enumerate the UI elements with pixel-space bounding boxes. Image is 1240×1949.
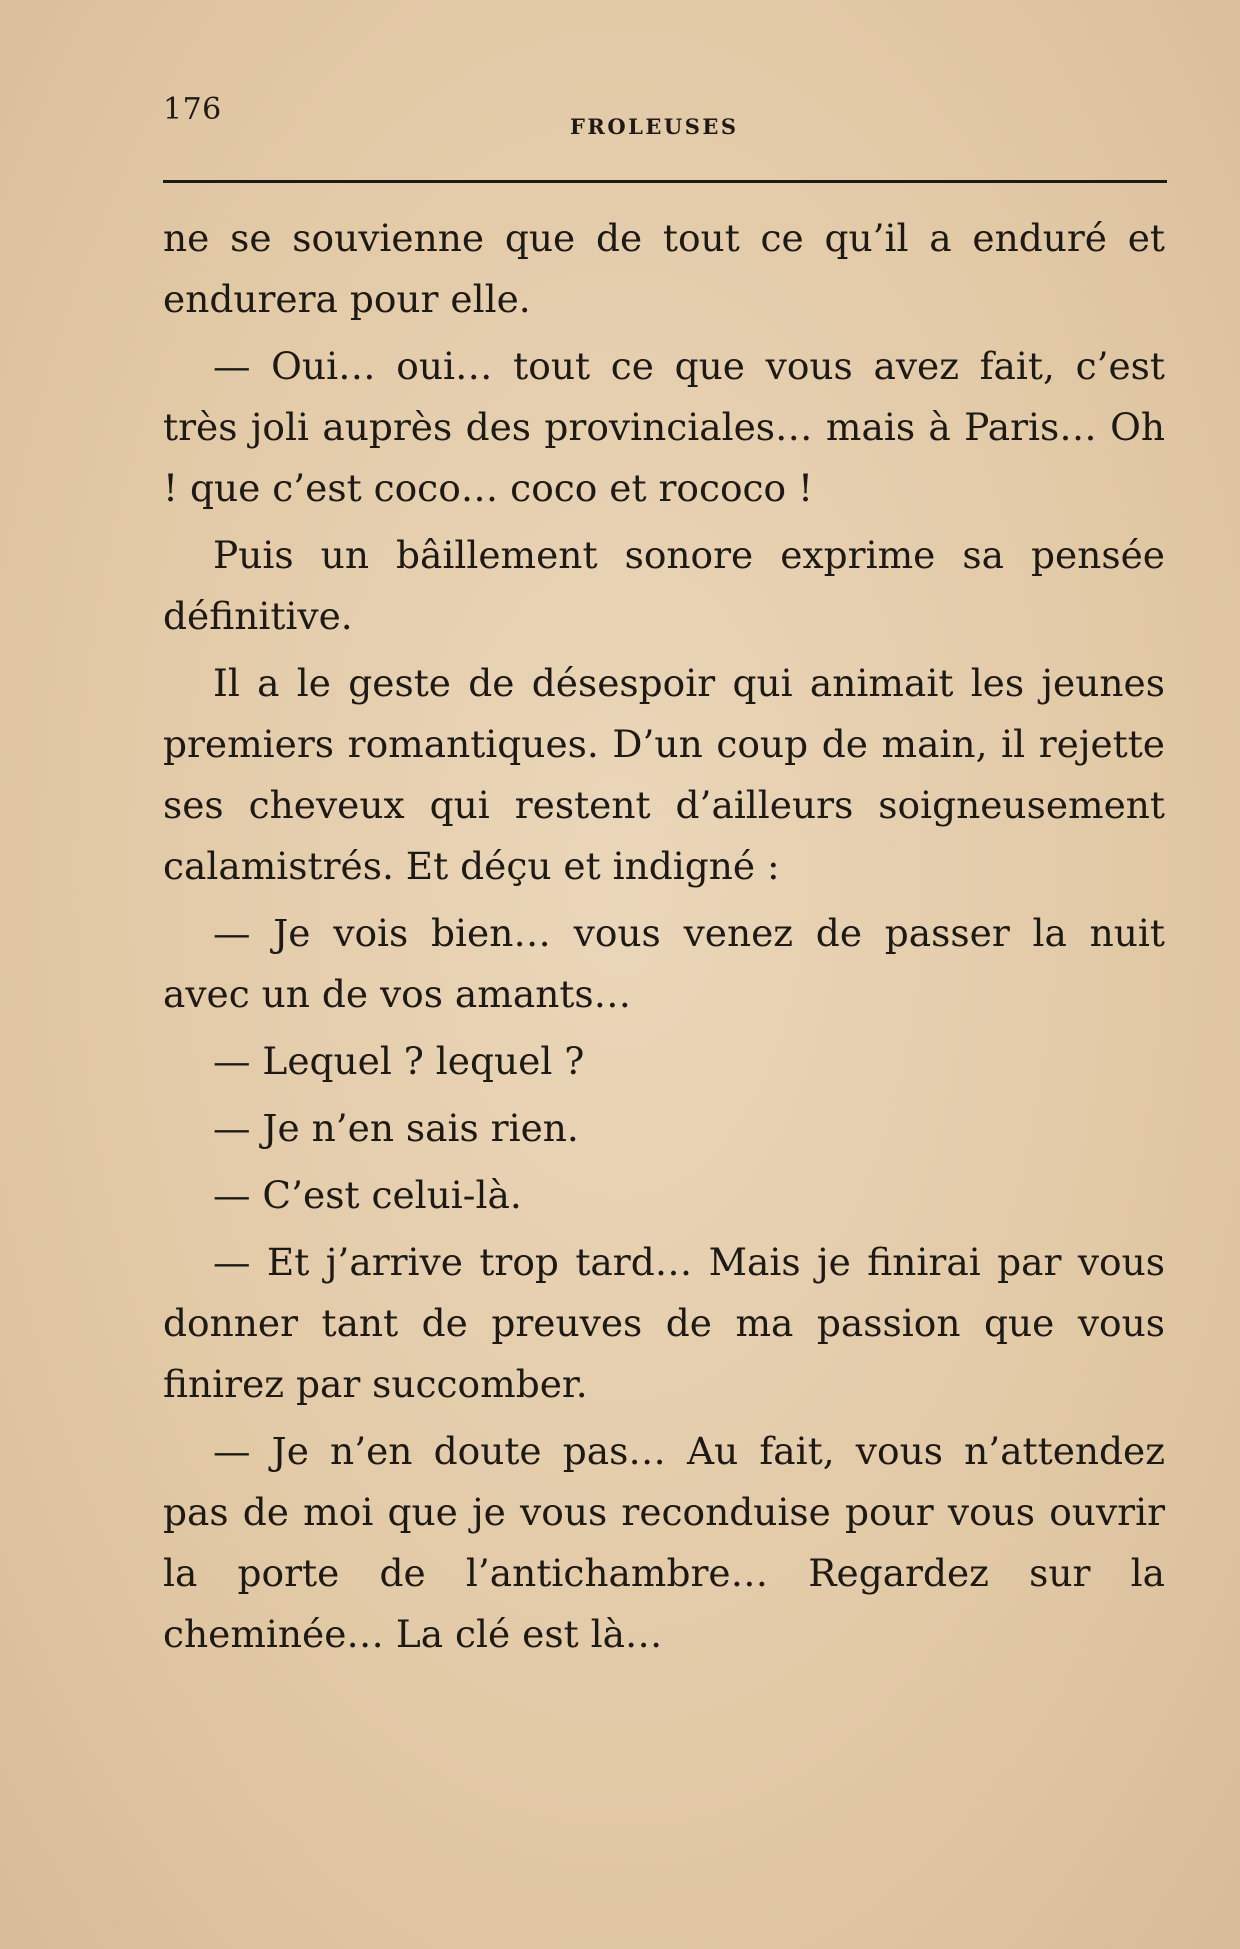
paragraph: — Je n’en sais rien. [213,1106,579,1150]
paragraph: — C’est celui-là. [213,1173,522,1217]
paragraph: — Je n’en doute pas… Au fait, vous n’attendez pas de moi que je vous reconduise pour vous ouvrir la porte de l’antichambre… Regardez sur la cheminée… La clé est là… [163,1429,1165,1656]
header-rule [163,180,1167,183]
running-title: FROLEUSES [570,114,739,139]
body-text [163,208,1165,1665]
page-header [163,92,1165,142]
page-number: 176 [163,92,222,127]
paragraph: — Et j’arrive trop tard… Mais je finirai par vous donner tant de preuves de ma passion que vous finirez par succomber. [163,1240,1165,1406]
paragraph: — Lequel ? lequel ? [213,1039,585,1083]
paragraph: Puis un bâillement sonore exprime sa pensée définitive. [163,533,1165,638]
paragraph: — Je vois bien… vous venez de passer la nuit avec un de vos amants… [163,911,1165,1016]
paragraph: — Oui… oui… tout ce que vous avez fait, c’est très joli auprès des provinciales… mais à Paris… Oh ! que c’est coco… coco et rococo ! [163,344,1165,510]
paragraph: ne se souvienne que de tout ce qu’il a enduré et endurera pour elle. [163,216,1165,321]
paragraph: Il a le geste de désespoir qui animait les jeunes premiers romantiques. D’un coup de main, il rejette ses cheveux qui restent d’ailleurs soigneusement calamistrés. Et déçu et indigné : [163,661,1165,888]
